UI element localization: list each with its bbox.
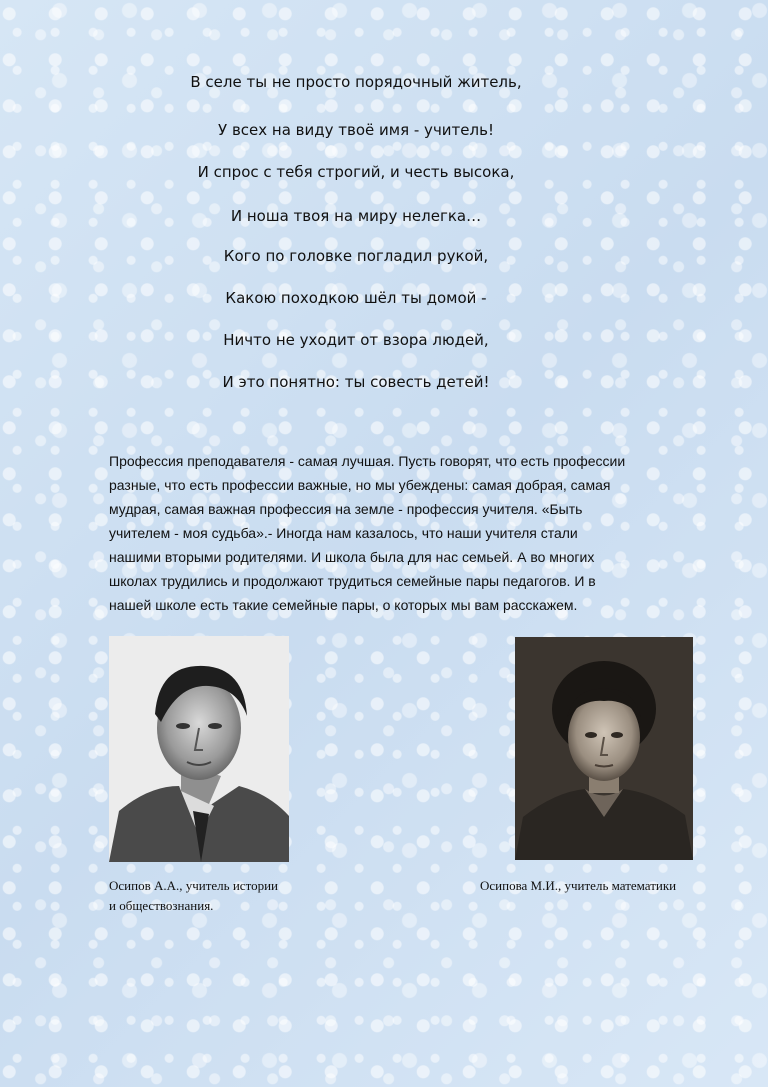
intro-paragraph [109,449,719,617]
paragraph-line-4: учителем - моя судьба».- Иногда нам казалось, что наши учителя стали [109,525,578,541]
poem-line-1: В селе ты не просто порядочный житель, [190,73,522,91]
caption-male-line-1: Осипов А.А., учитель истории [109,878,278,893]
portrait-photo-male [109,636,289,862]
poem-line-7: Ничто не уходит от взора людей, [223,331,489,349]
paragraph-line-3: мудрая, самая важная профессия на земле - профессия учителя. «Быть [109,501,583,517]
poem-line-5: Кого по головке погладил рукой, [223,247,489,265]
caption-female-teacher: Осипова М.И., учитель математики [480,878,677,893]
caption-male-line-2: и обществознания. [109,898,214,913]
portrait-photo-female [515,637,693,860]
poem-line-6: Какою походкою шёл ты домой - [225,289,487,307]
poem-line-3: И спрос с тебя строгий, и честь высока, [197,163,515,181]
paragraph-line-7: нашей школе есть такие семейные пары, о которых мы вам расскажем. [109,597,578,613]
paragraph-line-2: разные, что есть профессии важные, но мы убеждены: самая добрая, самая [109,477,611,493]
poem-line-8: И это понятно: ты совесть детей! [222,373,490,391]
paragraph-line-6: школах трудились и продолжают трудиться семейные пары педагогов. И в [109,573,596,589]
caption-male-teacher [109,876,369,916]
portrait-female-drawing [515,637,693,860]
paragraph-line-5: нашими вторыми родителями. И школа была для нас семьей. А во многих [109,549,595,565]
poem-line-2: У всех на виду твоё имя - учитель! [218,121,494,139]
portrait-male-drawing [109,636,289,862]
poem-line-4: И ноша твоя на миру нелегка… [230,207,482,225]
paragraph-line-1: Профессия преподавателя - самая лучшая. Пусть говорят, что есть профессии [109,453,626,469]
